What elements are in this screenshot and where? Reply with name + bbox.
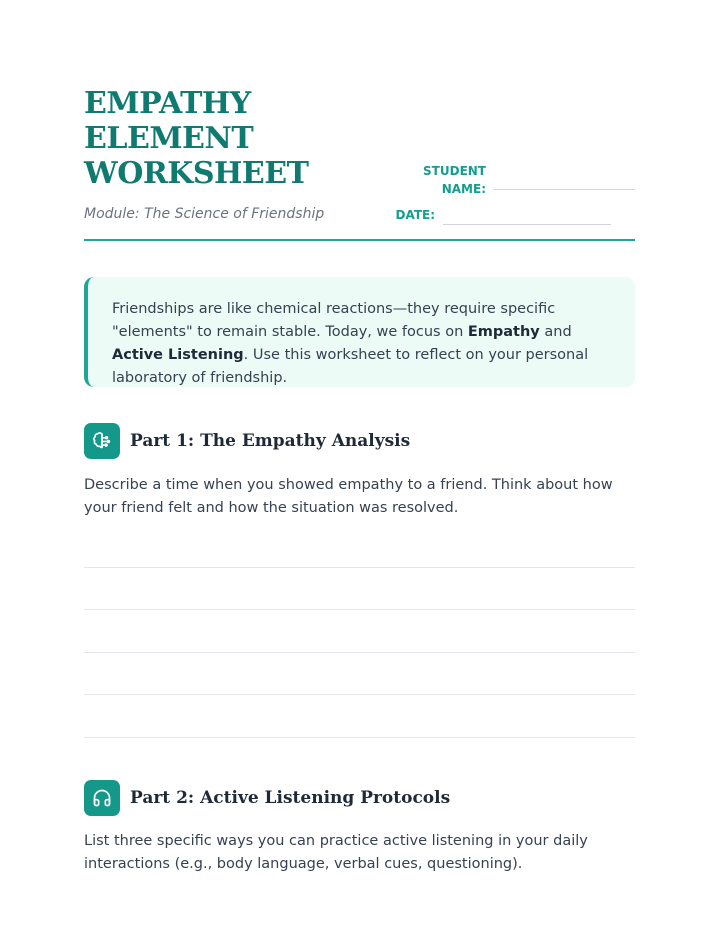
part1-answer-line[interactable] [84,737,635,738]
intro-callout [84,277,635,387]
part1-answer-line[interactable] [84,694,635,695]
intro-bold-active-listening: Active Listening [112,347,244,363]
student-name-label: STUDENT NAME: [423,164,486,196]
part1-title: Part 1: The Empathy Analysis [130,431,411,451]
part2-prompt: List three specific ways you can practice active listening in your daily interactions (e.g., body language, verbal cues, questioning). [84,833,588,872]
part1-prompt: Describe a time when you showed empathy to a friend. Think about how your friend felt and how the situation was resolved. [84,477,613,516]
date-field[interactable] [443,224,611,225]
part1-answer-line[interactable] [84,609,635,610]
part1-answer-line[interactable] [84,652,635,653]
header-divider [84,239,635,241]
brain-icon [84,423,120,459]
intro-text-1: Friendships are like chemical reactions—they require specific "elements" to remain stable. Today, we focus on [112,301,556,340]
intro-text-3: . Use this worksheet to reflect on your personal laboratory of friendship. [112,347,589,386]
part1-answer-line[interactable] [84,567,635,568]
headphones-icon [84,780,120,816]
part2-title: Part 2: Active Listening Protocols [130,788,451,808]
module-subtitle: Module: The Science of Friendship [84,206,325,222]
intro-text-2: and [539,324,572,340]
student-name-field[interactable] [494,189,635,190]
date-label: DATE: [395,208,435,222]
worksheet-title: EMPATHY ELEMENT WORKSHEET [84,86,309,191]
intro-bold-empathy: Empathy [467,324,540,340]
